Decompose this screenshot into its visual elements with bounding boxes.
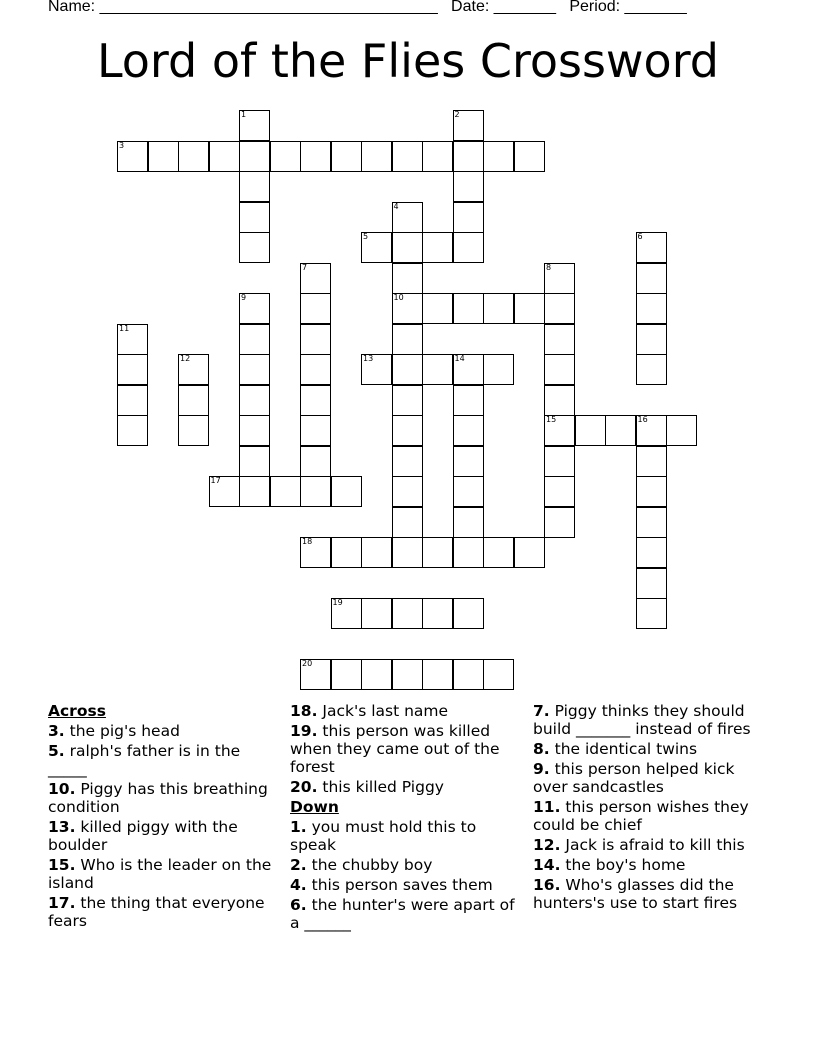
clue-num: 7. bbox=[533, 702, 550, 720]
clue-num: 2. bbox=[290, 856, 307, 874]
clue-number: 17 bbox=[210, 476, 221, 485]
clue-number: 12 bbox=[180, 354, 191, 363]
crossword-cell[interactable] bbox=[453, 446, 484, 477]
crossword-cell[interactable] bbox=[239, 354, 270, 385]
crossword-cell[interactable] bbox=[605, 415, 636, 446]
crossword-cell[interactable] bbox=[392, 293, 423, 324]
crossword-cell[interactable] bbox=[453, 415, 484, 446]
clue-text: killed piggy with the boulder bbox=[48, 818, 238, 854]
clue-num: 10. bbox=[48, 780, 76, 798]
clue-num: 19. bbox=[290, 722, 318, 740]
down-clue bbox=[533, 760, 773, 796]
crossword-cell[interactable] bbox=[178, 385, 209, 416]
crossword-cell[interactable] bbox=[117, 385, 148, 416]
clue-number: 13 bbox=[363, 354, 374, 363]
clue-number: 14 bbox=[454, 354, 465, 363]
down-clue bbox=[290, 896, 525, 932]
clue-num: 5. bbox=[48, 742, 65, 760]
crossword-cell[interactable] bbox=[361, 659, 392, 690]
crossword-cell[interactable] bbox=[636, 598, 667, 629]
clue-text: the hunter's were apart of a ______ bbox=[290, 896, 515, 932]
crossword-cell[interactable] bbox=[453, 232, 484, 263]
crossword-cell[interactable] bbox=[453, 476, 484, 507]
crossword-cell[interactable] bbox=[392, 598, 423, 629]
crossword-cell[interactable] bbox=[483, 354, 514, 385]
clue-text: the identical twins bbox=[549, 740, 698, 758]
clue-number: 2 bbox=[454, 110, 460, 119]
crossword-cell[interactable] bbox=[453, 507, 484, 538]
across-clue-list-cont bbox=[290, 702, 525, 796]
crossword-cell[interactable] bbox=[361, 598, 392, 629]
crossword-cell[interactable] bbox=[239, 141, 270, 172]
clue-number: 20 bbox=[302, 659, 313, 668]
across-clue bbox=[48, 742, 273, 778]
crossword-cell[interactable] bbox=[392, 141, 423, 172]
crossword-cell[interactable] bbox=[331, 537, 362, 568]
crossword-cell[interactable] bbox=[453, 354, 484, 385]
crossword-cell[interactable] bbox=[361, 537, 392, 568]
crossword-cell[interactable] bbox=[514, 293, 545, 324]
crossword-cell[interactable] bbox=[483, 293, 514, 324]
clue-text: this person helped kick over sandcastles bbox=[533, 760, 735, 796]
crossword-cell[interactable] bbox=[331, 659, 362, 690]
crossword-cell[interactable] bbox=[544, 446, 575, 477]
crossword-cell[interactable] bbox=[239, 293, 270, 324]
crossword-cell[interactable] bbox=[239, 202, 270, 233]
clue-text: Piggy thinks they should build _______ instead of fires bbox=[533, 702, 751, 738]
clue-column-2 bbox=[290, 702, 525, 934]
crossword-cell[interactable] bbox=[331, 476, 362, 507]
crossword-cell[interactable] bbox=[636, 446, 667, 477]
clue-number: 11 bbox=[119, 323, 130, 333]
crossword-cell[interactable] bbox=[209, 476, 240, 507]
crossword-cell[interactable] bbox=[392, 415, 423, 446]
crossword-cell[interactable] bbox=[453, 598, 484, 629]
across-clue bbox=[48, 894, 273, 930]
down-clue bbox=[533, 836, 773, 854]
crossword-cell[interactable] bbox=[453, 171, 484, 202]
down-clue bbox=[290, 876, 525, 894]
clue-number: 5 bbox=[363, 232, 369, 241]
across-clue bbox=[48, 856, 273, 892]
crossword-cell[interactable] bbox=[178, 141, 209, 172]
crossword-cell[interactable] bbox=[544, 385, 575, 416]
clue-num: 15. bbox=[48, 856, 76, 874]
across-clue-list bbox=[48, 722, 273, 930]
crossword-cell[interactable] bbox=[239, 324, 270, 355]
crossword-cell[interactable] bbox=[239, 415, 270, 446]
clue-text: the thing that everyone fears bbox=[48, 894, 265, 930]
down-clue-list-cont bbox=[533, 702, 773, 912]
crossword-cell[interactable] bbox=[422, 141, 453, 172]
crossword-cell[interactable] bbox=[270, 141, 301, 172]
clue-number: 19 bbox=[332, 598, 343, 607]
clue-num: 1. bbox=[290, 818, 307, 836]
down-clue bbox=[533, 856, 773, 874]
crossword-cell[interactable] bbox=[544, 476, 575, 507]
crossword-cell[interactable] bbox=[483, 659, 514, 690]
crossword-cell[interactable] bbox=[422, 293, 453, 324]
crossword-cell[interactable] bbox=[544, 415, 575, 446]
crossword-cell[interactable] bbox=[453, 110, 484, 141]
across-clue bbox=[48, 780, 273, 816]
clue-number: 7 bbox=[302, 262, 308, 272]
crossword-cell[interactable] bbox=[300, 324, 331, 355]
clue-text: the pig's head bbox=[64, 722, 180, 740]
clue-text: this killed Piggy bbox=[317, 778, 444, 796]
crossword-cell[interactable] bbox=[178, 354, 209, 385]
crossword-cell[interactable] bbox=[392, 263, 423, 294]
crossword-cell[interactable] bbox=[331, 598, 362, 629]
clue-text: Jack is afraid to kill this bbox=[560, 836, 745, 854]
clue-text: Who is the leader on the island bbox=[48, 856, 272, 892]
clue-num: 16. bbox=[533, 876, 561, 894]
crossword-cell[interactable] bbox=[392, 659, 423, 690]
clue-number: 3 bbox=[119, 140, 125, 150]
crossword-cell[interactable] bbox=[422, 232, 453, 263]
crossword-cell[interactable] bbox=[209, 141, 240, 172]
clue-column-3 bbox=[533, 702, 773, 914]
crossword-cell[interactable] bbox=[300, 415, 331, 446]
crossword-cell[interactable] bbox=[575, 415, 606, 446]
clue-number: 4 bbox=[393, 201, 399, 211]
crossword-cell[interactable] bbox=[636, 324, 667, 355]
clue-num: 9. bbox=[533, 760, 550, 778]
crossword-cell[interactable] bbox=[117, 415, 148, 446]
crossword-cell[interactable] bbox=[361, 354, 392, 385]
crossword-cell[interactable] bbox=[148, 141, 179, 172]
clue-num: 4. bbox=[290, 876, 307, 894]
crossword-cell[interactable] bbox=[636, 537, 667, 568]
crossword-cell[interactable] bbox=[392, 202, 423, 233]
crossword-cell[interactable] bbox=[636, 476, 667, 507]
crossword-cell[interactable] bbox=[422, 598, 453, 629]
clue-text: this person wishes they could be chief bbox=[533, 798, 749, 834]
crossword-cell[interactable] bbox=[392, 232, 423, 263]
clue-num: 3. bbox=[48, 722, 65, 740]
crossword-cell[interactable] bbox=[422, 659, 453, 690]
clue-number: 15 bbox=[546, 415, 557, 424]
crossword-cell[interactable] bbox=[270, 476, 301, 507]
crossword-cell[interactable] bbox=[300, 537, 331, 568]
clue-number: 18 bbox=[302, 537, 313, 546]
crossword-cell[interactable] bbox=[453, 141, 484, 172]
across-heading: Across bbox=[48, 702, 106, 720]
clue-num: 11. bbox=[533, 798, 561, 816]
crossword-cell[interactable] bbox=[544, 324, 575, 355]
crossword-cell[interactable] bbox=[483, 141, 514, 172]
crossword-cell[interactable] bbox=[239, 171, 270, 202]
across-clue bbox=[48, 818, 273, 854]
clue-text: this person was killed when they came out of the forest bbox=[290, 722, 500, 776]
crossword-cell[interactable] bbox=[392, 446, 423, 477]
clue-num: 14. bbox=[533, 856, 561, 874]
crossword-cell[interactable] bbox=[300, 385, 331, 416]
clue-text: Piggy has this breathing condition bbox=[48, 780, 268, 816]
down-clue-list bbox=[290, 818, 525, 932]
crossword-cell[interactable] bbox=[636, 263, 667, 294]
crossword-cell[interactable] bbox=[178, 415, 209, 446]
clue-number: 9 bbox=[241, 293, 247, 302]
crossword-cell[interactable] bbox=[636, 354, 667, 385]
clue-num: 18. bbox=[290, 702, 318, 720]
clue-text: Who's glasses did the hunters's use to start fires bbox=[533, 876, 738, 912]
clue-text: the boy's home bbox=[560, 856, 686, 874]
clue-text: ralph's father is in the _____ bbox=[48, 742, 241, 778]
crossword-cell[interactable] bbox=[239, 385, 270, 416]
crossword-cell[interactable] bbox=[544, 263, 575, 294]
crossword-cell[interactable] bbox=[544, 507, 575, 538]
crossword-cell[interactable] bbox=[392, 476, 423, 507]
crossword-cell[interactable] bbox=[300, 354, 331, 385]
crossword-cell[interactable] bbox=[453, 202, 484, 233]
crossword-cell[interactable] bbox=[392, 354, 423, 385]
crossword-cell[interactable] bbox=[422, 537, 453, 568]
clue-number: 16 bbox=[637, 415, 648, 424]
clue-text: the chubby boy bbox=[306, 856, 433, 874]
crossword-cell[interactable] bbox=[117, 354, 148, 385]
clue-text: Jack's last name bbox=[317, 702, 449, 720]
crossword-cell[interactable] bbox=[392, 507, 423, 538]
crossword-cell[interactable] bbox=[636, 568, 667, 599]
crossword-cell[interactable] bbox=[544, 293, 575, 324]
crossword-cell[interactable] bbox=[453, 537, 484, 568]
crossword-cell[interactable] bbox=[636, 293, 667, 324]
crossword-cell[interactable] bbox=[514, 537, 545, 568]
crossword-cell[interactable] bbox=[483, 537, 514, 568]
across-clue bbox=[290, 702, 525, 720]
crossword-cell[interactable] bbox=[300, 659, 331, 690]
header-fields: Name: ______________________________________ Date: _______ Period: _______ bbox=[48, 0, 687, 15]
down-clue bbox=[533, 798, 773, 834]
crossword-cell[interactable] bbox=[117, 141, 148, 172]
crossword-cell[interactable] bbox=[300, 263, 331, 294]
crossword-cell[interactable] bbox=[453, 385, 484, 416]
crossword-cell[interactable] bbox=[239, 446, 270, 477]
crossword-cell[interactable] bbox=[361, 141, 392, 172]
clue-number: 1 bbox=[241, 110, 247, 119]
down-clue bbox=[290, 818, 525, 854]
clue-num: 12. bbox=[533, 836, 561, 854]
down-clue bbox=[533, 876, 773, 912]
crossword-cell[interactable] bbox=[392, 537, 423, 568]
crossword-cell[interactable] bbox=[300, 476, 331, 507]
crossword-cell[interactable] bbox=[392, 324, 423, 355]
crossword-cell[interactable] bbox=[453, 659, 484, 690]
crossword-cell[interactable] bbox=[300, 293, 331, 324]
across-clue bbox=[290, 722, 525, 776]
down-clue bbox=[533, 702, 773, 738]
clue-num: 17. bbox=[48, 894, 76, 912]
crossword-cell[interactable] bbox=[239, 110, 270, 141]
down-clue bbox=[533, 740, 773, 758]
crossword-cell[interactable] bbox=[514, 141, 545, 172]
down-clue bbox=[290, 856, 525, 874]
crossword-cell[interactable] bbox=[300, 141, 331, 172]
crossword-cell[interactable] bbox=[239, 232, 270, 263]
crossword-cell[interactable] bbox=[392, 385, 423, 416]
clue-num: 20. bbox=[290, 778, 318, 796]
across-clue bbox=[290, 778, 525, 796]
clue-column-1 bbox=[48, 702, 273, 932]
clue-number: 6 bbox=[637, 232, 643, 241]
clue-num: 8. bbox=[533, 740, 550, 758]
crossword-cell[interactable] bbox=[636, 507, 667, 538]
clue-num: 6. bbox=[290, 896, 307, 914]
crossword-cell[interactable] bbox=[361, 232, 392, 263]
crossword-cell[interactable] bbox=[239, 476, 270, 507]
clue-number: 10 bbox=[393, 293, 404, 302]
crossword-cell[interactable] bbox=[331, 141, 362, 172]
crossword-cell[interactable] bbox=[453, 293, 484, 324]
down-heading: Down bbox=[290, 798, 339, 816]
across-clue bbox=[48, 722, 273, 740]
clue-text: this person saves them bbox=[306, 876, 493, 894]
crossword-cell[interactable] bbox=[636, 415, 667, 446]
page-title: Lord of the Flies Crossword bbox=[96, 34, 720, 88]
clue-number: 8 bbox=[546, 262, 552, 272]
crossword-cell[interactable] bbox=[666, 415, 697, 446]
clue-num: 13. bbox=[48, 818, 76, 836]
crossword-cell[interactable] bbox=[422, 354, 453, 385]
clue-text: you must hold this to speak bbox=[290, 818, 477, 854]
crossword-cell[interactable] bbox=[544, 354, 575, 385]
crossword-cell[interactable] bbox=[636, 232, 667, 263]
crossword-cell[interactable] bbox=[117, 324, 148, 355]
crossword-cell[interactable] bbox=[300, 446, 331, 477]
